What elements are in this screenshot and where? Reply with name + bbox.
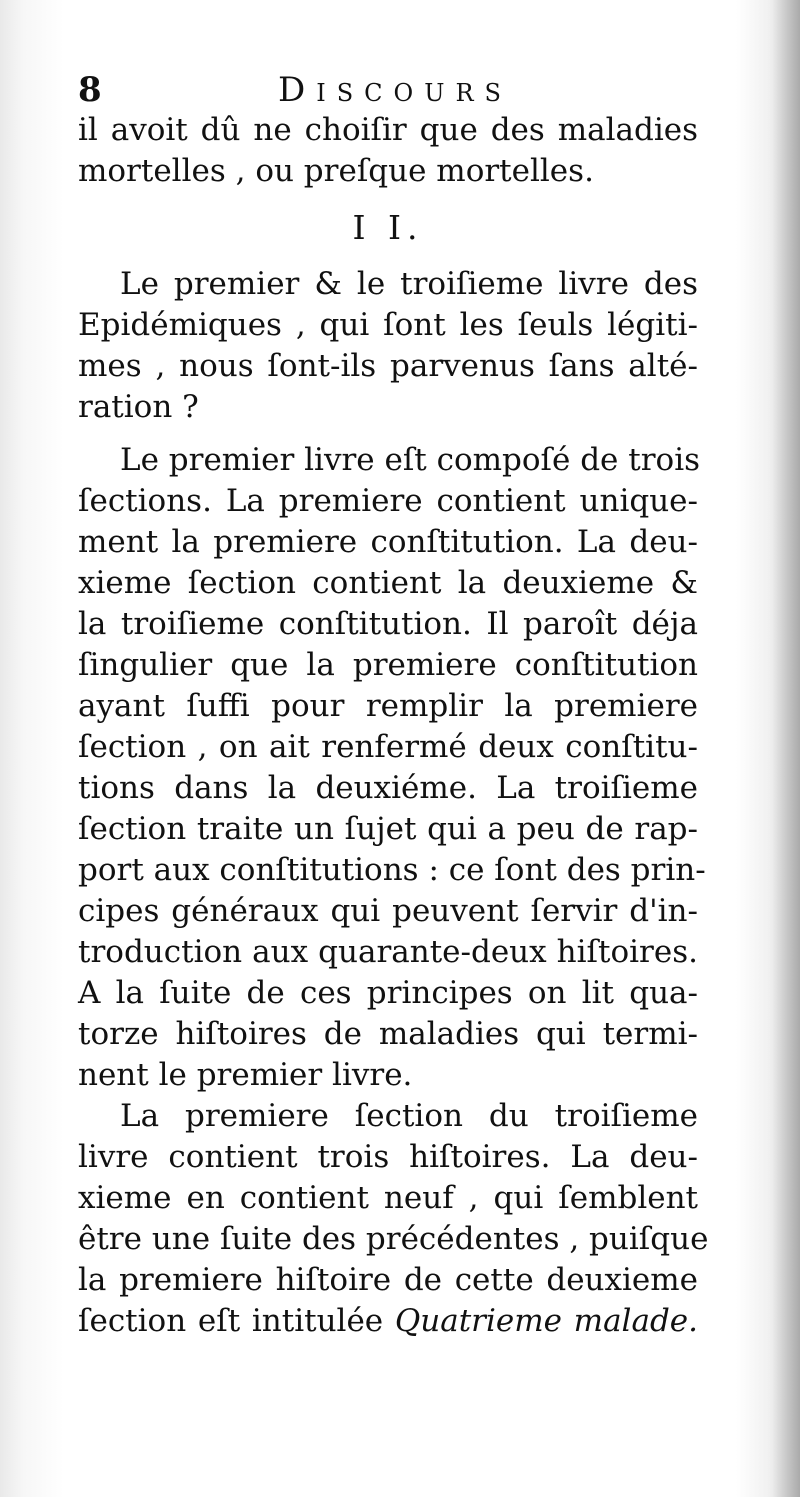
text-line: être une ſuite des précédentes , puiſque [78, 1221, 709, 1257]
running-head: Discours [278, 70, 512, 110]
text-line: tions dans la deuxiéme. La troiſieme [78, 770, 698, 806]
paragraph-gap [78, 428, 698, 440]
text-line: ſections. La premiere contient unique- [78, 483, 698, 519]
text-line: il avoit dû ne choiſir que des maladies [78, 112, 698, 148]
text-line: la troiſieme conſtitution. Il paroît déja [78, 606, 698, 642]
text-line: cipes généraux qui peuvent ſervir d'in- [78, 893, 698, 929]
paragraph-first-book [78, 440, 706, 1096]
text-line: Epidémiques , qui ſont les ſeuls légiti- [78, 307, 698, 343]
text-line: livre contient trois hiſtoires. La deu- [78, 1139, 698, 1175]
text-line: ſection traite un ſujet qui a peu de rap- [78, 811, 698, 847]
paragraph-question [78, 264, 698, 428]
text-line: ſingulier que la premiere conſtitution [78, 647, 698, 683]
text-line: port aux conſtitutions : ce ſont des prin- [78, 852, 706, 888]
page-number: 8 [78, 70, 102, 110]
text-line: xieme en contient neuf , qui ſemblent [78, 1180, 698, 1216]
text-line: Le premier livre eſt compoſé de trois [120, 442, 701, 478]
text-line: La premiere ſection du troiſieme [120, 1098, 698, 1134]
text-line: torze hiſtoires de maladies qui termi- [78, 1016, 698, 1052]
text-line: mes , nous ſont-ils parvenus ſans alté- [78, 348, 698, 384]
text-line: la premiere hiſtoire de cette deuxieme [78, 1262, 698, 1298]
text-line: ayant ſuffi pour remplir la premiere [78, 688, 698, 724]
final-line-text: ſection eſt intitulée [78, 1303, 395, 1339]
section-number: I I. [352, 208, 424, 247]
text-line: A la ſuite de ces principes on lit qua- [78, 975, 698, 1011]
text-line: xieme ſection contient la deuxieme & [78, 565, 698, 601]
text-line: mortelles , ou preſque mortelles. [78, 153, 594, 189]
page-edge-shadow [772, 0, 800, 1497]
text-line: troduction aux quarante-deux hiſtoires. [78, 934, 698, 970]
page-header [78, 62, 718, 112]
text-line: nent le premier livre. [78, 1057, 413, 1093]
italic-title: Quatrieme malade. [394, 1303, 698, 1339]
text-line: ſection , on ait renfermé deux conſtitu- [78, 729, 698, 765]
paragraph-third-book [78, 1096, 709, 1342]
body-text [78, 110, 709, 1342]
text-line: Le premier & le troiſieme livre des [120, 266, 698, 302]
text-line-final [78, 1301, 698, 1342]
text-line: ration ? [78, 389, 199, 425]
text-line: ment la premiere conſtitution. La deu- [78, 524, 698, 560]
